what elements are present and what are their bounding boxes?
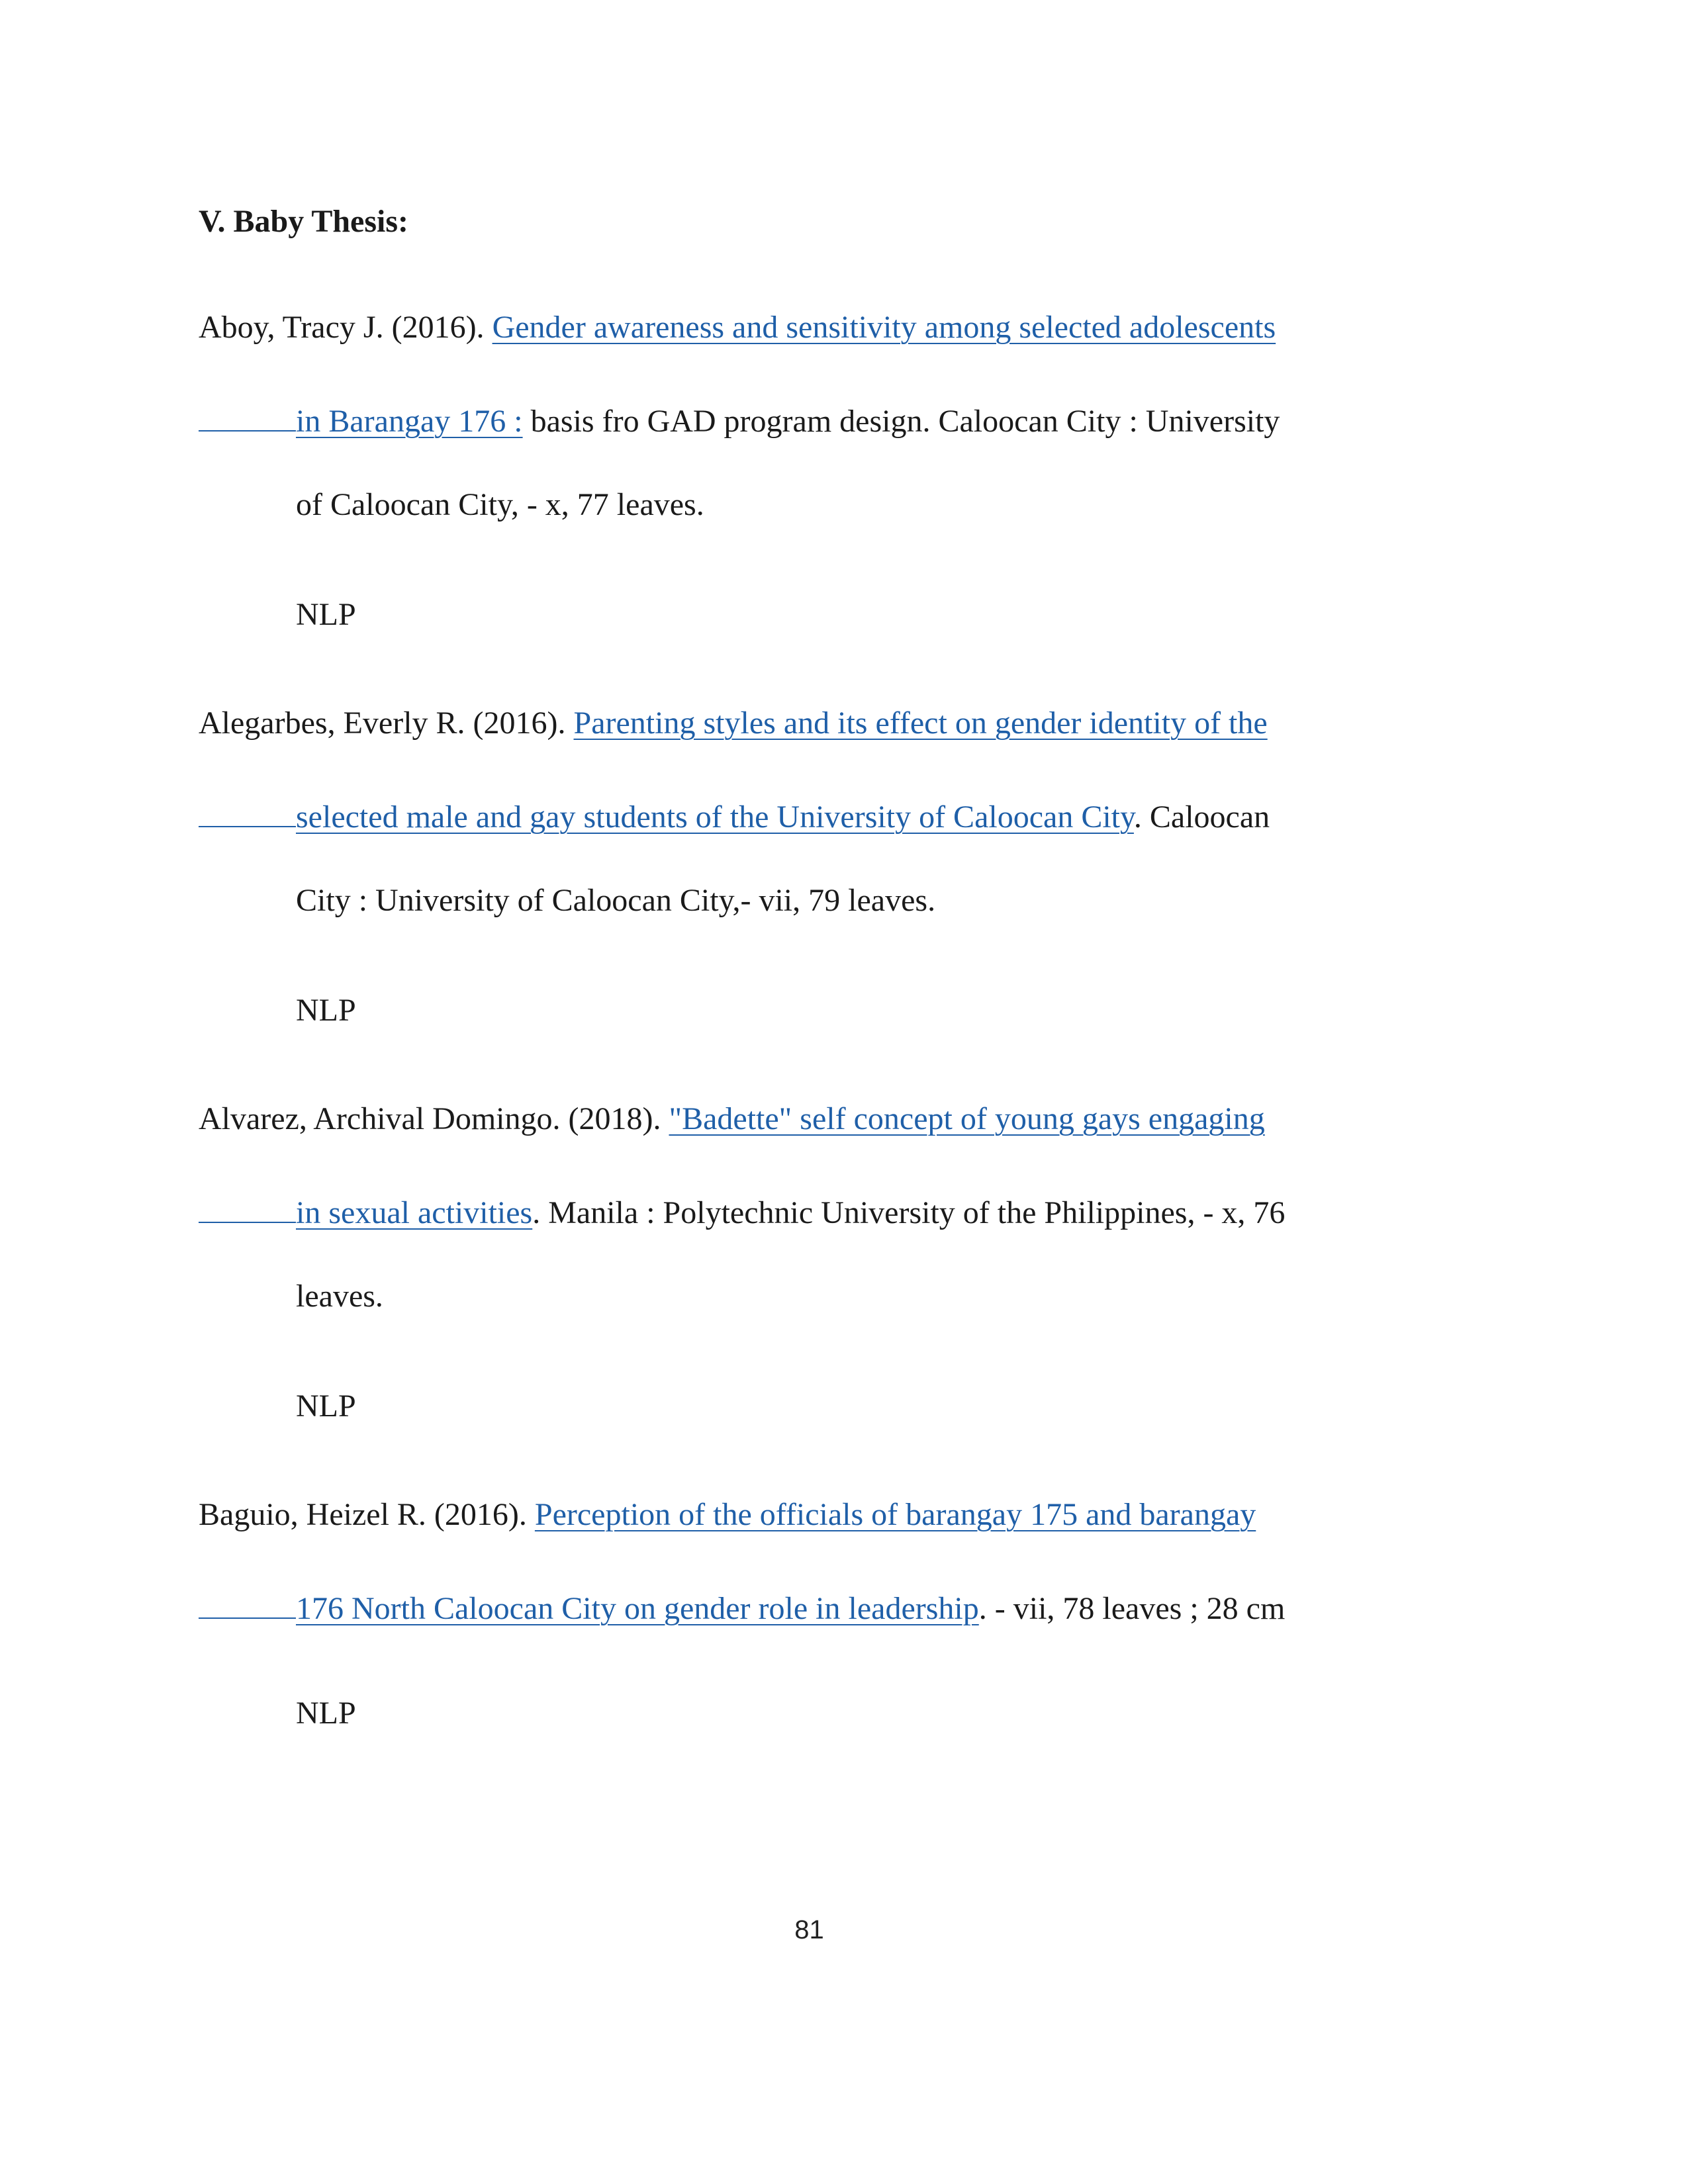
entry-1-author-year: Aboy, Tracy J. (2016).	[199, 310, 492, 345]
entry-2-line-2	[199, 789, 1270, 841]
entry-3-line-3: leaves.	[296, 1279, 383, 1314]
entry-1-link-lead-underline	[199, 393, 296, 432]
entry-4-line-1	[199, 1492, 1256, 1538]
entry-3-link-lead-underline	[199, 1185, 296, 1223]
entry-1-line-2	[199, 393, 1280, 445]
entry-4-tag: NLP	[296, 1696, 356, 1731]
entry-4-description: . - vii, 78 leaves ; 28 cm	[978, 1591, 1286, 1626]
entry-1-tag: NLP	[296, 597, 356, 632]
entry-2-title-link-continued[interactable]: selected male and gay students of the University of Caloocan City	[296, 799, 1134, 835]
entry-2-tag: NLP	[296, 993, 356, 1028]
page-number: 81	[794, 1915, 824, 1944]
entry-1-title-link[interactable]: Gender awareness and sensitivity among selected adolescents	[492, 310, 1276, 345]
entry-4-title-link[interactable]: Perception of the officials of barangay 175 and barangay	[534, 1497, 1256, 1532]
entry-1-line-3: of Caloocan City, - x, 77 leaves.	[296, 487, 704, 522]
entry-3-title-link-continued[interactable]: in sexual activities	[296, 1195, 533, 1230]
entry-2-link-lead-underline	[199, 789, 296, 827]
entry-4-line-2	[199, 1580, 1285, 1632]
entry-2-line-3: City : University of Caloocan City,- vii, 79 leaves.	[296, 883, 936, 918]
section-heading: V. Baby Thesis:	[199, 204, 409, 239]
entry-3-description: . Manila : Polytechnic University of the Philippines, - x, 76	[532, 1195, 1286, 1230]
entry-2-description: . Caloocan	[1133, 799, 1270, 835]
entry-3-title-link[interactable]: "Badette" self concept of young gays engaging	[669, 1101, 1265, 1136]
entry-2-title-link[interactable]: Parenting styles and its effect on gender identity of the	[573, 705, 1268, 741]
entry-3-line-1	[199, 1096, 1265, 1142]
entry-1-title-link-continued[interactable]: in Barangay 176 :	[296, 404, 523, 439]
entry-3-author-year: Alvarez, Archival Domingo. (2018).	[199, 1101, 669, 1136]
entry-4-title-link-continued[interactable]: 176 North Caloocan City on gender role in leadership	[296, 1591, 979, 1626]
entry-1-description: basis fro GAD program design. Caloocan City : University	[522, 404, 1280, 439]
entry-1-line-1	[199, 304, 1276, 351]
entry-4-author-year: Baguio, Heizel R. (2016).	[199, 1497, 535, 1532]
entry-2-author-year: Alegarbes, Everly R. (2016).	[199, 705, 574, 741]
entry-4-link-lead-underline	[199, 1580, 296, 1619]
entry-3-tag: NLP	[296, 1388, 356, 1424]
entry-3-line-2	[199, 1185, 1285, 1236]
entry-2-line-1	[199, 700, 1268, 747]
